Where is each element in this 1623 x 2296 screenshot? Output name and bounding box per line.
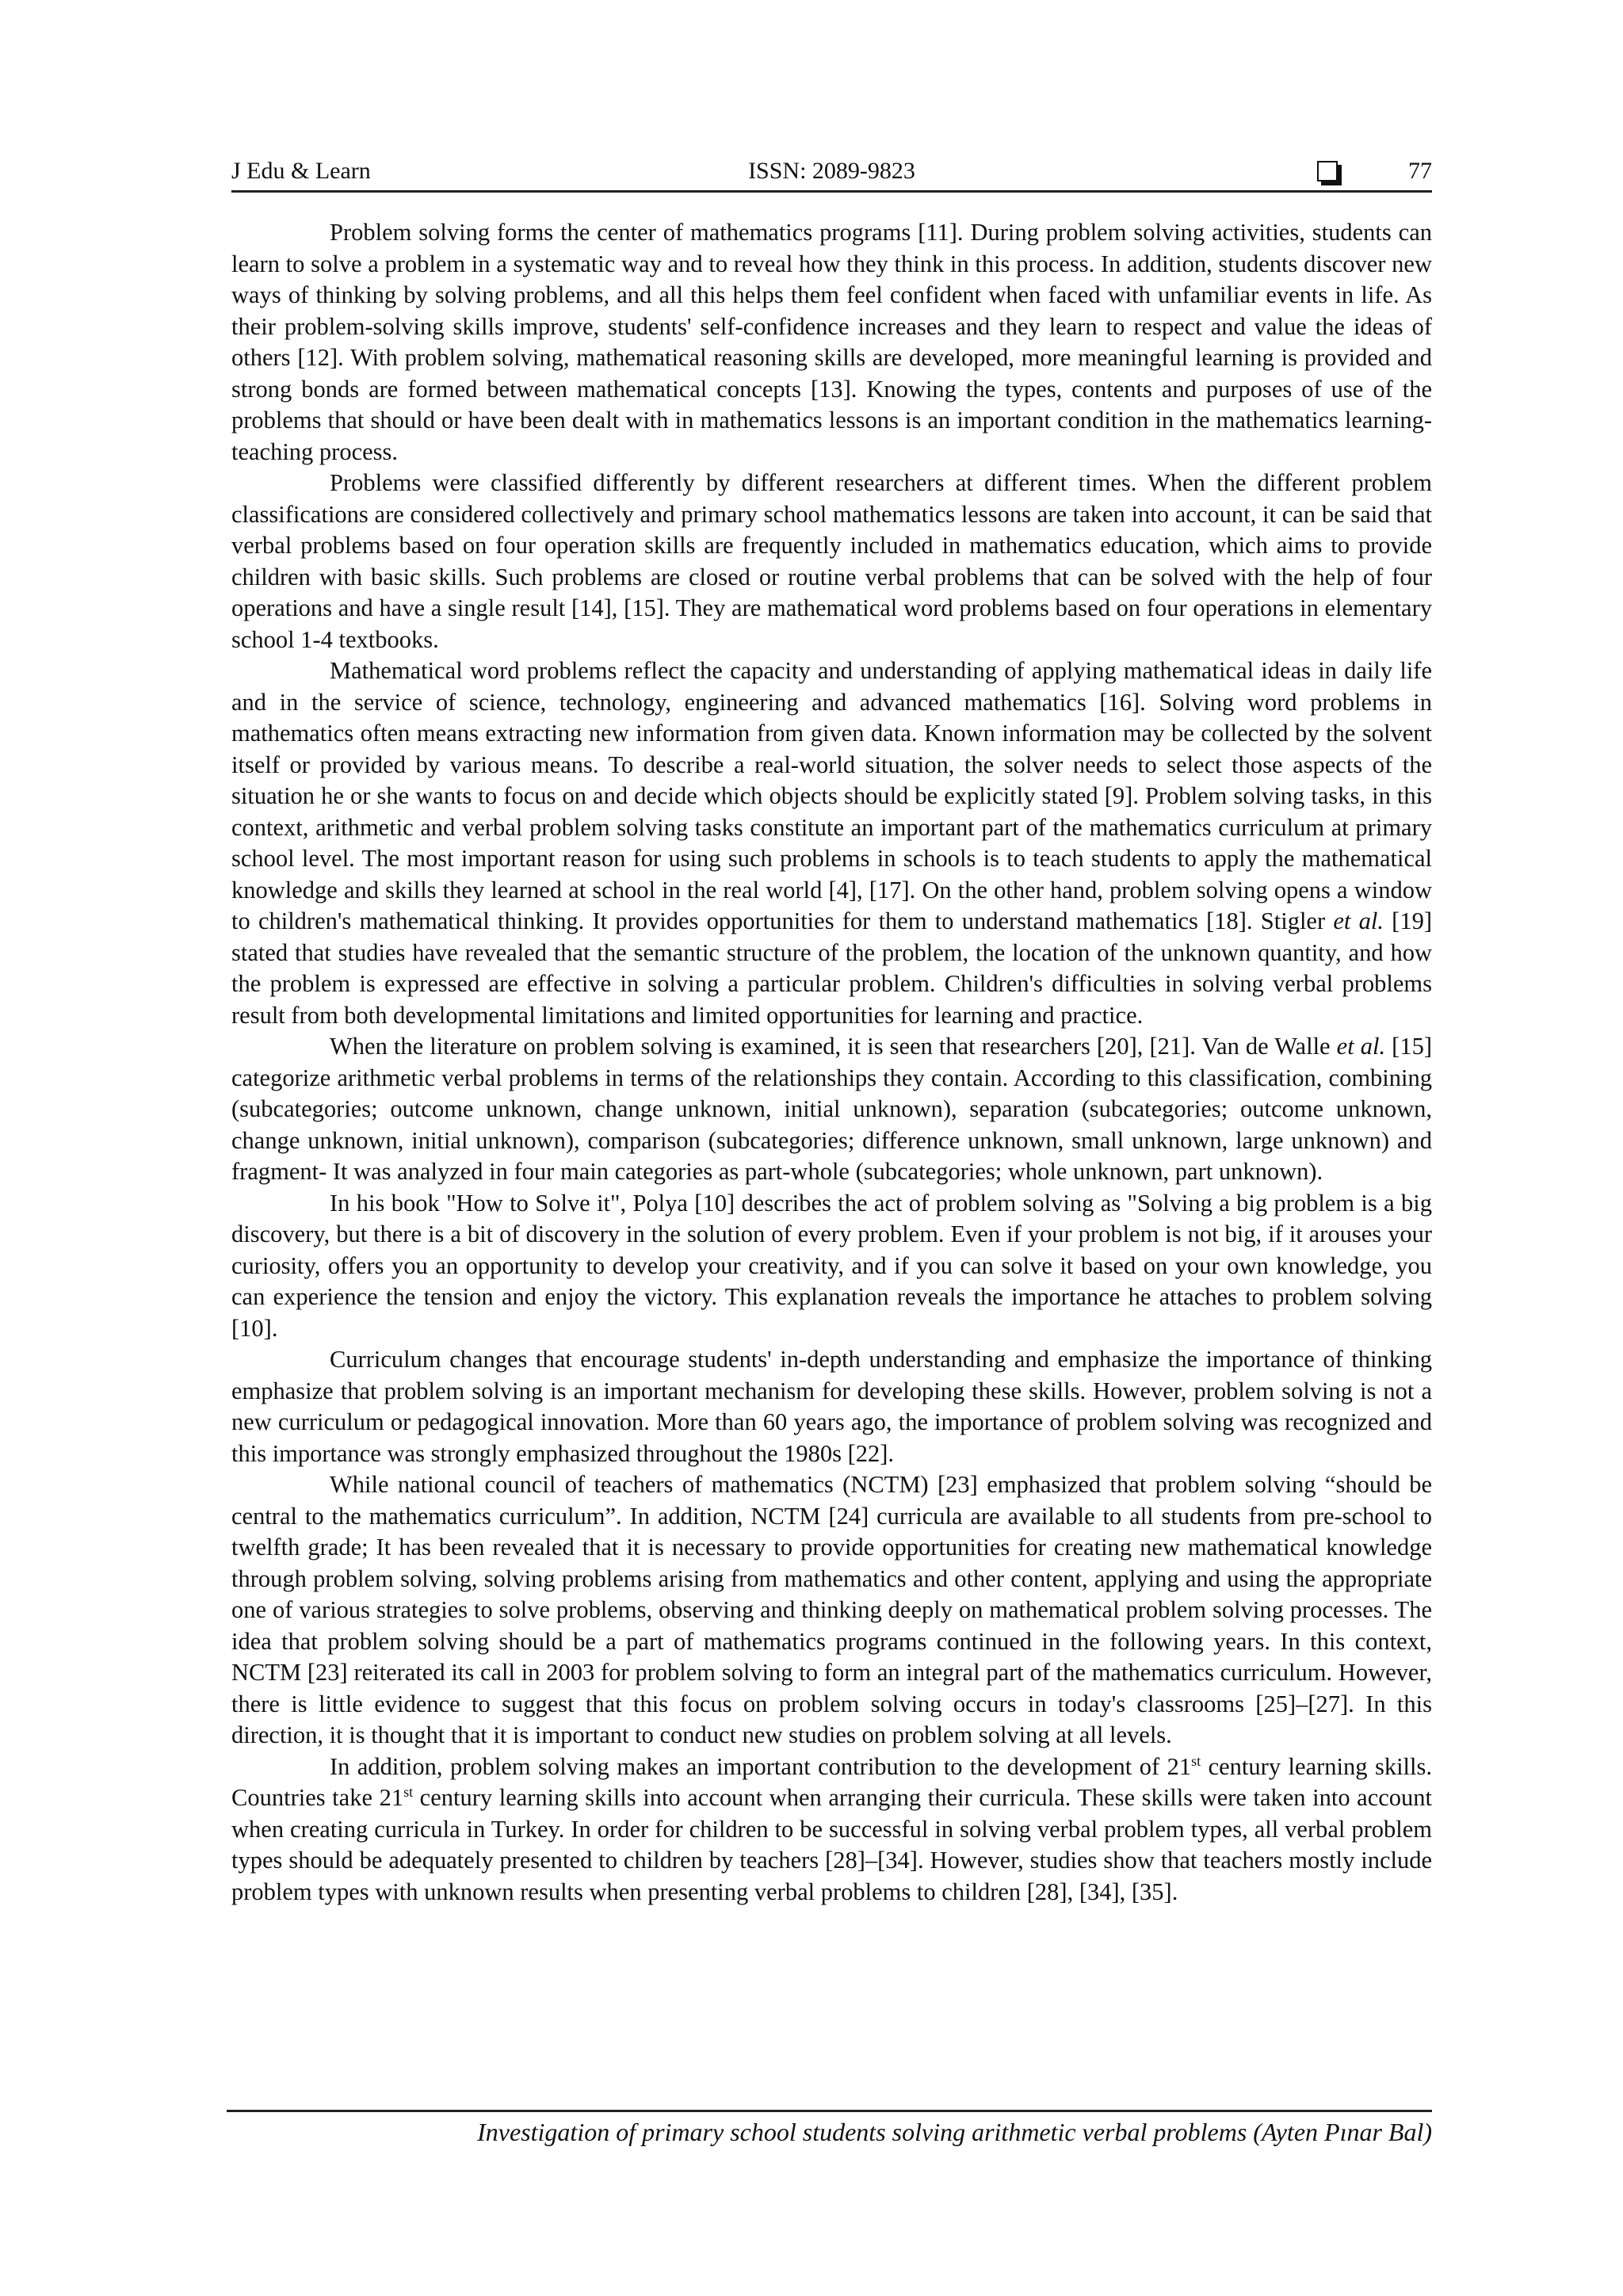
paragraph-8 xyxy=(231,1752,1432,1908)
paragraph-8-text-end: century learning skills into account when arranging their curricula. These skills were taken into account when creating curricula in Turkey. In order for children to be successful in solving verbal problem types, all verbal problem types should be adequately presented to children by teachers [28]–[34]. However, studies show that teachers mostly include problem types with unknown results when presenting verbal problems to children [28], [34], [35]. xyxy=(231,1784,1433,1905)
paragraph-3-emphasis: et al. xyxy=(1333,907,1384,934)
paragraph-8-text: In addition, problem solving makes an important contribution to the development of 21 xyxy=(330,1752,1192,1780)
checkbox-square-icon xyxy=(1317,161,1338,181)
page-number: 77 xyxy=(1408,158,1432,184)
ordinal-superscript: st xyxy=(403,1783,414,1800)
paragraph-6: Curriculum changes that encourage students' in-depth understanding and emphasize the importance of thinking emphasize that problem solving is an important mechanism for developing these skills. However, problem solving is not a new curriculum or pedagogical innovation. More than 60 years ago, the importance of problem solving was recognized and this importance was strongly emphasized throughout the 1980s [22]. xyxy=(231,1346,1432,1467)
paragraph-4-text-cont: [15] categorize arithmetic verbal problems in terms of the relationships they contain. According to this classification, combining (subcategories; outcome unknown, change unknown, initial unknown), separation (subcategories; outcome unknown, change unknown, initial unknown), comparison (subcategories; difference unknown, small unknown, large unknown) and fragment- It was analyzed in four main categories as part-whole (subcategories; whole unknown, part unknown). xyxy=(231,1033,1432,1185)
paragraph-3-text: Mathematical word problems reflect the capacity and understanding of applying mathematical ideas in daily life and in the service of science, technology, engineering and advanced mathematics [16]. Solving word problems in mathematics often means extracting new information from given data. Known information may be collected by the solvent itself or provided by various means. To describe a real-world situation, the solver needs to select those aspects of the situation he or she wants to focus on and decide which objects should be explicitly stated [9]. Problem solving tasks, in this context, arithmetic and verbal problem solving tasks constitute an important part of the mathematics curriculum at primary school level. The most important reason for using such problems in schools is to teach students to apply the mathematical knowledge and skills they learned at school in the real world [4], [17]. On the other hand, problem solving opens a window to children's mathematical thinking. It provides opportunities for them to understand mathematics [18]. Stigler xyxy=(231,657,1432,934)
paragraph-4-text: When the literature on problem solving is examined, it is seen that researchers [20], [21]. Van de Walle xyxy=(330,1033,1337,1060)
footer-divider xyxy=(227,2110,1432,2112)
paragraph-3-text-cont: [19] stated that studies have revealed that the semantic structure of the problem, the location of the unknown quantity, and how the problem is expressed are effective in solving a particular problem. Children's difficulties in solving verbal problems result from both developmental limitations and limited opportunities for learning and practice. xyxy=(231,907,1432,1029)
running-header xyxy=(231,152,1432,193)
paragraph-2: Problems were classified differently by different researchers at different times. When the different problem classifications are considered collectively and primary school mathematics lessons are taken into account, it can be said that verbal problems based on four operation skills are frequently included in mathematics education, which aims to provide children with basic skills. Such problems are closed or routine verbal problems that can be solved with the help of four operations and have a single result [14], [15]. They are mathematical word problems based on four operations in elementary school 1-4 textbooks. xyxy=(231,469,1432,653)
issn-label: ISSN: 2089-9823 xyxy=(748,158,915,184)
paragraph-1: Problem solving forms the center of mathematics programs [11]. During problem solving activities, students can learn to solve a problem in a systematic way and to reveal how they think in this process. In addition, students discover new ways of thinking by solving problems, and all this helps them feel confident when faced with unfamiliar events in life. As their problem-solving skills improve, students' self-confidence increases and they learn to respect and value the ideas of others [12]. With problem solving, mathematical reasoning skills are developed, more meaningful learning is provided and strong bonds are formed between mathematical concepts [13]. Knowing the types, contents and purposes of use of the problems that should or have been dealt with in mathematics lessons is an important condition in the mathematics learning-teaching process. xyxy=(231,219,1432,465)
journal-name: J Edu & Learn xyxy=(231,158,371,184)
paragraph-5: In his book "How to Solve it", Polya [10] describes the act of problem solving as "Solving a big problem is a big discovery, but there is a bit of discovery in the solution of every problem. Even if your problem is not big, if it arouses your curiosity, offers you an opportunity to develop your creativity, and if you can solve it based on your own knowledge, you can experience the tension and enjoy the victory. This explanation reveals the importance he attaches to problem solving [10]. xyxy=(231,1189,1432,1342)
paragraph-8-text-cont: century learning skills. Countries take 21 xyxy=(231,1752,1433,1811)
body-text xyxy=(231,217,1432,1908)
paragraph-7: While national council of teachers of mathematics (NCTM) [23] emphasized that problem solving “should be central to the mathematics curriculum”. In addition, NCTM [24] curricula are available to all students from pre-school to twelfth grade; It has been revealed that it is necessary to provide opportunities for creating new mathematical knowledge through problem solving, solving problems arising from mathematics and other content, applying and using the appropriate one of various strategies to solve problems, observing and thinking deeply on mathematical problem solving processes. The idea that problem solving should be a part of mathematics programs continued in the following years. In this context, NCTM [23] reiterated its call in 2003 for problem solving to form an integral part of the mathematics curriculum. However, there is little evidence to suggest that this focus on problem solving occurs in today's classrooms [25]–[27]. In this direction, it is thought that it is important to conduct new studies on problem solving at all levels. xyxy=(231,1471,1432,1748)
ordinal-superscript: st xyxy=(1191,1752,1201,1769)
paragraph-4-emphasis: et al. xyxy=(1336,1033,1386,1060)
paragraph-3 xyxy=(231,655,1432,1031)
running-footer-title: Investigation of primary school students solving arithmetic verbal problems (Ayten Pınar Bal) xyxy=(477,2118,1432,2146)
paragraph-4 xyxy=(231,1031,1432,1188)
